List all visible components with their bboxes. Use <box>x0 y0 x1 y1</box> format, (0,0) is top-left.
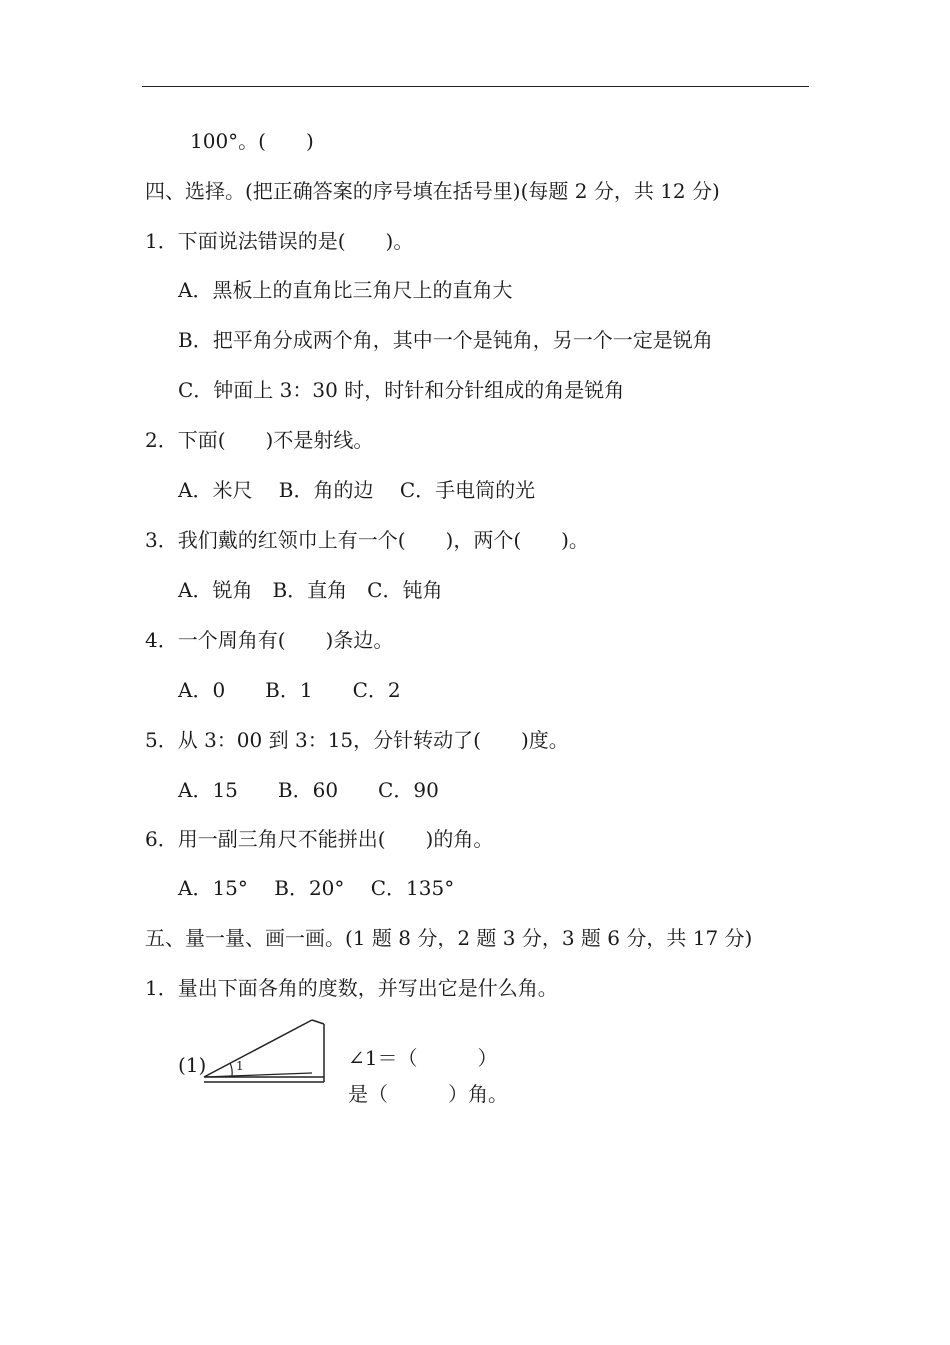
q1-option-b: B．把平角分成两个角，其中一个是钝角，另一个一定是锐角 <box>178 328 713 352</box>
section5-heading: 五、量一量、画一画。(1 题 8 分，2 题 3 分，3 题 6 分，共 17 分) <box>145 926 753 950</box>
continuation-line: 100°。( ) <box>190 129 314 153</box>
q1-stem: 1．下面说法错误的是( )。 <box>145 229 414 253</box>
q6-stem: 6．用一副三角尺不能拼出( )的角。 <box>145 827 494 851</box>
q3-stem: 3．我们戴的红领巾上有一个( )，两个( )。 <box>145 528 589 552</box>
angle-measure-blank: ∠1＝（ ） <box>348 1046 498 1070</box>
header-rule <box>142 86 809 87</box>
q4-options: A．0 B．1 C．2 <box>178 678 401 702</box>
s5-q1-stem: 1．量出下面各角的度数，并写出它是什么角。 <box>145 976 558 1000</box>
q2-stem: 2．下面( )不是射线。 <box>145 428 374 452</box>
q2-options: A．米尺 B．角的边 C．手电筒的光 <box>178 478 536 502</box>
q6-options: A．15° B．20° C．135° <box>178 876 455 900</box>
q4-stem: 4．一个周角有( )条边。 <box>145 628 394 652</box>
angle-figure <box>176 1016 556 1116</box>
q3-options: A．锐角 B．直角 C．钝角 <box>178 578 443 602</box>
section4-heading: 四、选择。(把正确答案的序号填在括号里)(每题 2 分，共 12 分) <box>145 179 720 203</box>
q5-stem: 5．从 3：00 到 3：15，分针转动了( )度。 <box>145 728 569 752</box>
angle-label: 1 <box>236 1059 244 1073</box>
angle-type-blank: 是（ ）角。 <box>348 1082 508 1106</box>
figure-label: (1) <box>178 1053 207 1077</box>
q1-option-a: A．黑板上的直角比三角尺上的直角大 <box>178 278 513 302</box>
q1-option-c: C．钟面上 3：30 时，时针和分针组成的角是锐角 <box>178 378 625 402</box>
q5-options: A．15 B．60 C．90 <box>178 778 439 802</box>
